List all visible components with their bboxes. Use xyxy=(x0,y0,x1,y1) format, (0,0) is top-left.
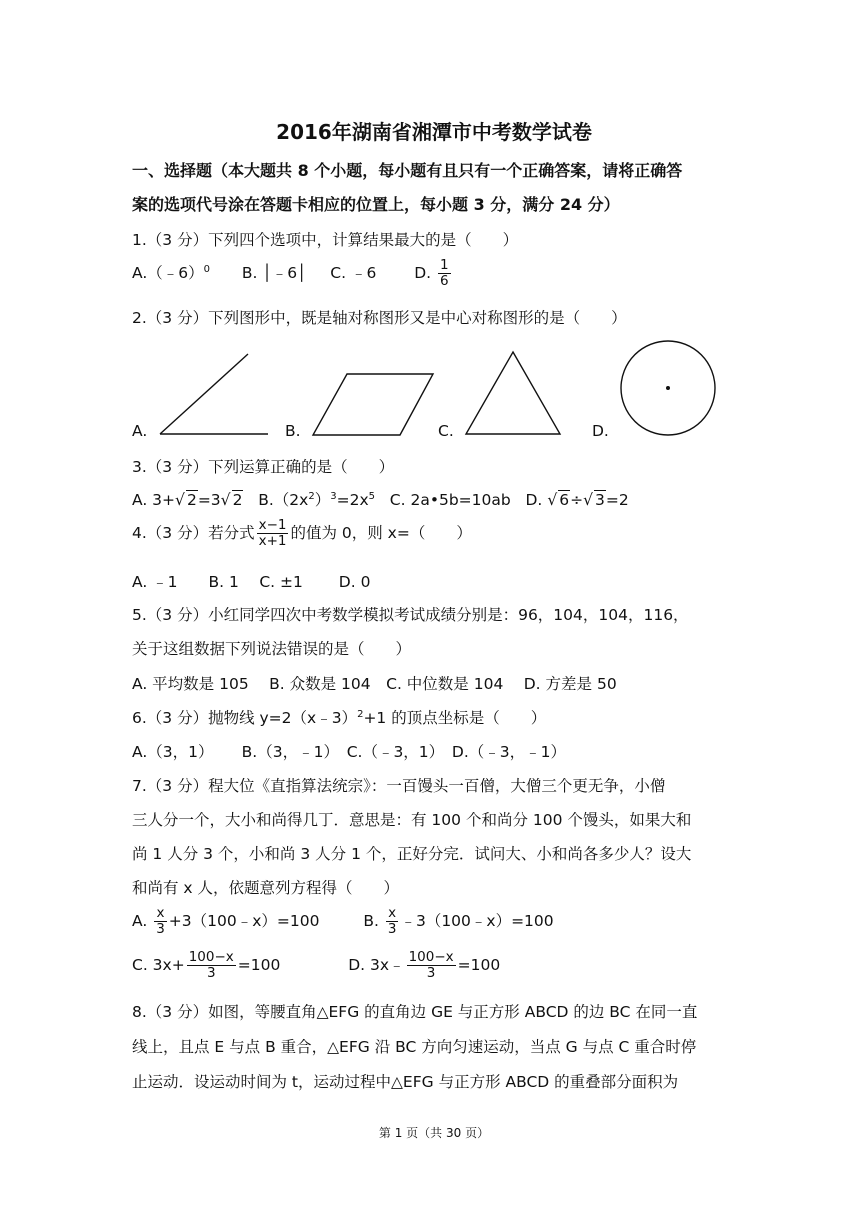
q7-stem-line4: 和尚有 x 人，依题意列方程得（ ） xyxy=(132,879,400,897)
q4-options: A. ﹣1 B. 1 C. ±1 D. 0 xyxy=(132,573,371,591)
page-footer: 第 1 页（共 30 页） xyxy=(378,1126,490,1140)
q8-stem-line1: 8.（3 分）如图，等腰直角△EFG 的直角边 GE 与正方形 ABCD 的边 BC 在同一直 xyxy=(132,1003,698,1021)
q5-stem-line1: 5.（3 分）小红同学四次中考数学模拟考试成绩分别是：96，104，104，116， xyxy=(132,606,689,624)
q7-stem-line2: 三人分一个，大小和尚得几丁．意思是：有 100 个和尚分 100 个馒头，如果大和 xyxy=(132,811,692,829)
q1-option-a: A.（﹣6）$^0$ xyxy=(132,263,210,282)
q7-option-b: B. $\frac{x}{3}$ ﹣3（100﹣x）=100 xyxy=(363,905,554,937)
q3-option-b: $B.(2x^2)^3=2x^5$ xyxy=(258,490,375,509)
q3-options xyxy=(132,488,629,510)
q2-label-d: D. xyxy=(592,422,609,440)
q2-label-a: A. xyxy=(132,422,148,440)
figure-d-circle xyxy=(621,341,715,435)
q3-option-d: D. √ 6÷√ 3=2 xyxy=(526,491,629,509)
section-heading-line1: 一、选择题（本大题共 8 个小题，每小题有且只有一个正确答案，请将正确答 xyxy=(132,161,683,180)
q7-stem-line3: 尚 1 人分 3 个，小和尚 3 人分 1 个，正好分完．试问大、小和尚各多少人？设大 xyxy=(132,845,692,863)
q8-stem-line3: 止运动．设运动时间为 t，运动过程中△EFG 与正方形 ABCD 的重叠部分面积为 xyxy=(132,1073,679,1091)
figure-a-angle xyxy=(160,354,268,434)
q1-option-d: D. $\frac{1}{6}$ xyxy=(414,257,449,289)
q6-stem: 6.（3 分）抛物线 y=2（x﹣3）$^2$+1 的顶点坐标是（ ） xyxy=(132,708,547,727)
q2-label-b: B. xyxy=(285,422,301,440)
q7-option-c: C. 3x+ $\frac{100-x}{3}$ =100 xyxy=(132,949,281,981)
q7-option-a: A. $\frac{x}{3}$ +3（100﹣x）=100 xyxy=(132,905,320,937)
q5-stem-line2: 关于这组数据下列说法错误的是（ ） xyxy=(132,640,412,658)
q7-option-d: D. 3x﹣ $\frac{100-x}{3}$ =100 xyxy=(348,949,501,981)
q7-options-ab xyxy=(132,906,554,937)
q1-options xyxy=(132,258,453,289)
figure-c-triangle xyxy=(466,352,560,434)
page-title: 2016年湖南省湘潭市中考数学试卷 xyxy=(276,120,592,144)
section-heading-line2: 案的选项代号涂在答题卡相应的位置上，每小题 3 分，满分 24 分） xyxy=(132,195,620,214)
q1-option-c: C. ﹣6 xyxy=(330,264,377,282)
q6-options: A.（3，1） B.（3，﹣1） C.（﹣3，1） D.（﹣3，﹣1） xyxy=(132,743,567,761)
q3-stem: 3.（3 分）下列运算正确的是（ ） xyxy=(132,458,395,476)
q3-option-a: A. 3+√ 2=3√ 2 xyxy=(132,491,243,509)
figure-b-parallelogram xyxy=(313,374,433,435)
q4-stem: 4.（3 分）若分式 $\frac{x-1}{x+1}$ 的值为 0，则 x=（ ） xyxy=(132,517,472,549)
q7-options-cd xyxy=(132,950,500,981)
q3-option-c: C. 2a•5b=10ab xyxy=(389,491,511,509)
q4-fraction: $\frac{x-1}{x+1}$ xyxy=(258,517,287,549)
q2-stem: 2.（3 分）下列图形中，既是轴对称图形又是中心对称图形的是（ ） xyxy=(132,309,627,327)
q7-stem-line1: 7.（3 分）程大位《直指算法统宗》：一百馒头一百僧，大僧三个更无争，小僧 xyxy=(132,777,666,795)
q1-option-b: B. │﹣6│ xyxy=(241,264,307,282)
q2-label-c: C. xyxy=(438,422,454,440)
q5-options: A. 平均数是 105 B. 众数是 104 C. 中位数是 104 D. 方差是 50 xyxy=(132,675,617,693)
q1-d-fraction: $\frac{1}{6}$ xyxy=(440,257,449,289)
q2-figures xyxy=(0,338,868,448)
q1-stem: 1.（3 分）下列四个选项中，计算结果最大的是（ ） xyxy=(132,231,519,249)
q8-stem-line2: 线上，且点 E 与点 B 重合，△EFG 沿 BC 方向匀速运动，当点 G 与点 C 重合时停 xyxy=(132,1038,697,1056)
